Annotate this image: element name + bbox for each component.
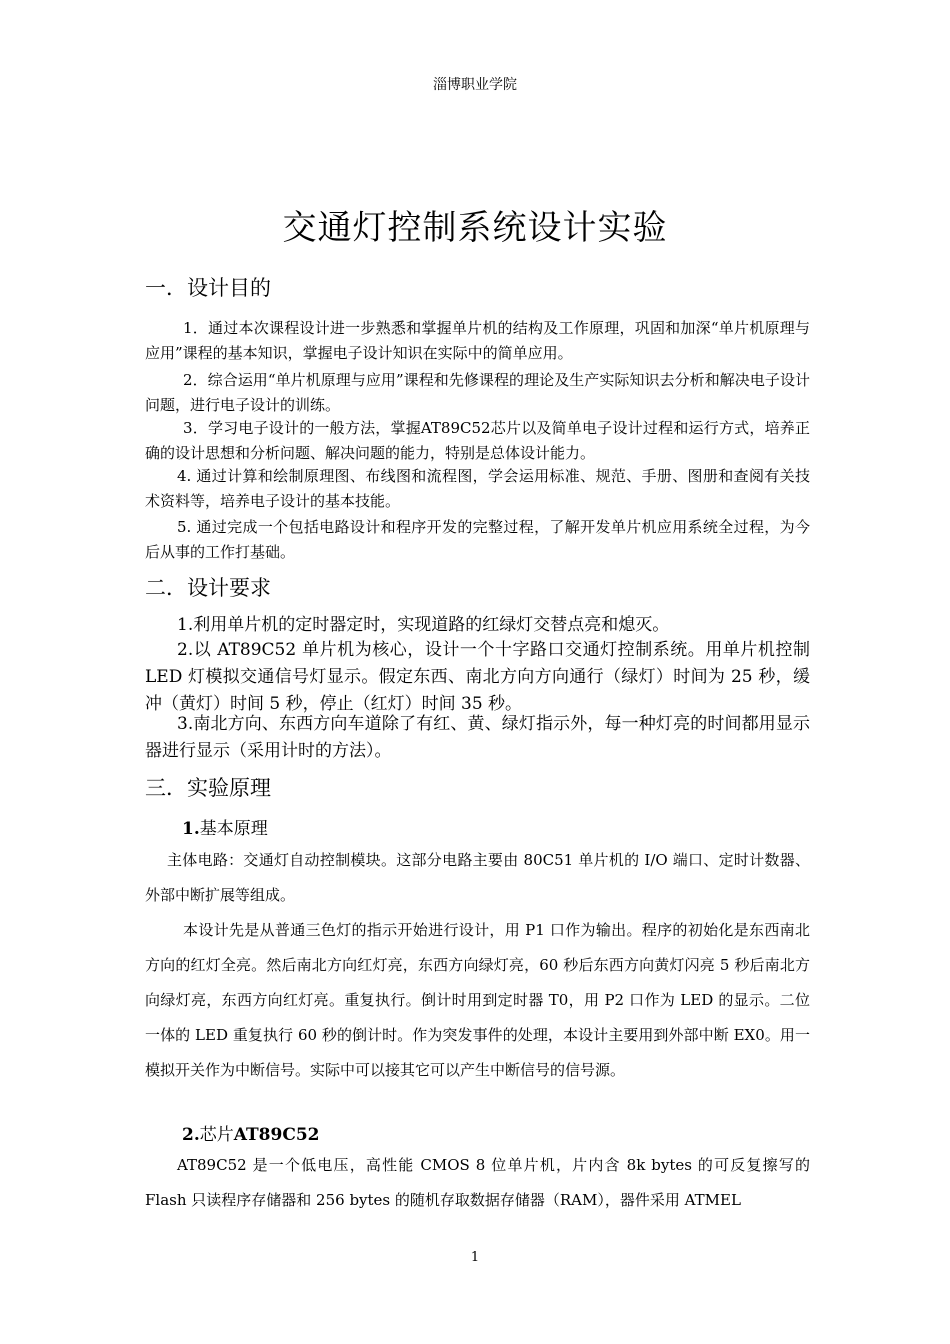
section-2-item-3: 3.南北方向、东西方向车道除了有红、黄、绿灯指示外，每一种灯亮的时间都用显示器进行显示（采用计时的方法）。 [145, 714, 810, 761]
subsection-1-heading [182, 814, 268, 839]
section-3-paragraph-2: 本设计先是从普通三色灯的指示开始进行设计，用 P1 口作为输出。程序的初始化是东西南北方向的红灯全亮。然后南北方向红灯亮，东西方向绿灯亮，60 秒后东西方向黄灯闪亮 5 秒后南北方向绿灯亮，东西方向红灯亮。重复执行。倒计时用到定时器 T0，用 P2 口作为 LED 的显示。二位一体的 LED 重复执行 60 秒的倒计时。作为突发事件的处理，本设计主要用到外部中断 EX0。用一模拟开关作为中断信号。实际中可以接其它可以产生中断信号的信号源。 [145, 921, 810, 1079]
subsection-2-number: 2. [182, 1125, 200, 1145]
section-1-item-4: 4. 通过计算和绘制原理图、布线图和流程图，学会运用标准、规范、手册、图册和查阅有关技术资料等，培养电子设计的基本技能。 [145, 467, 810, 510]
section-1-item-2: 2．综合运用“单片机原理与应用”课程和先修课程的理论及生产实际知识去分析和解决电子设计问题，进行电子设计的训练。 [145, 371, 810, 414]
subsection-1-number: 1. [182, 819, 200, 839]
document-title: 交通灯控制系统设计实验 [282, 208, 668, 248]
page-number: 1 [470, 1250, 480, 1265]
section-1-item-5: 5. 通过完成一个包括电路设计和程序开发的完整过程，了解开发单片机应用系统全过程，为今后从事的工作打基础。 [145, 518, 810, 561]
section-3-paragraph-3: AT89C52 是一个低电压，高性能 CMOS 8 位单片机，片内含 8k bytes 的可反复擦写的 Flash 只读程序存储器和 256 bytes 的随机存取数据存储器（RAM），器件采用 ATMEL [145, 1156, 810, 1209]
section-1-item-1: 1．通过本次课程设计进一步熟悉和掌握单片机的结构及工作原理，巩固和加深“单片机原理与应用”课程的基本知识，掌握电子设计知识在实际中的简单应用。 [145, 319, 810, 362]
subsection-2-title-cn: 芯片 [199, 1125, 234, 1145]
section-3-heading: 三．实验原理 [145, 776, 271, 800]
subsection-1-title: 基本原理 [199, 819, 268, 839]
section-1-heading: 一．设计目的 [145, 276, 271, 300]
section-1-item-3: 3．学习电子设计的一般方法，掌握AT89C52芯片以及简单电子设计过程和运行方式，培养正确的设计思想和分析问题、解决问题的能力，特别是总体设计能力。 [145, 419, 810, 462]
section-3-paragraph-1: 主体电路：交通灯自动控制模块。这部分电路主要由 80C51 单片机的 I/O 端口、定时计数器、外部中断扩展等组成。 [145, 851, 810, 904]
section-2-heading: 二．设计要求 [145, 576, 271, 600]
subsection-2-heading [182, 1120, 320, 1145]
section-2-item-1: 1.利用单片机的定时器定时，实现道路的红绿灯交替点亮和熄灭。 [177, 615, 670, 635]
page-header-institution: 淄博职业学院 [433, 77, 517, 93]
subsection-2-title-en: AT89C52 [233, 1125, 320, 1145]
section-2-item-2: 2.以 AT89C52 单片机为核心，设计一个十字路口交通灯控制系统。用单片机控制 LED 灯模拟交通信号灯显示。假定东西、南北方向方向通行（绿灯）时间为 25 秒，缓冲（黄灯）时间 5 秒，停止（红灯）时间 35 秒。 [145, 640, 810, 714]
